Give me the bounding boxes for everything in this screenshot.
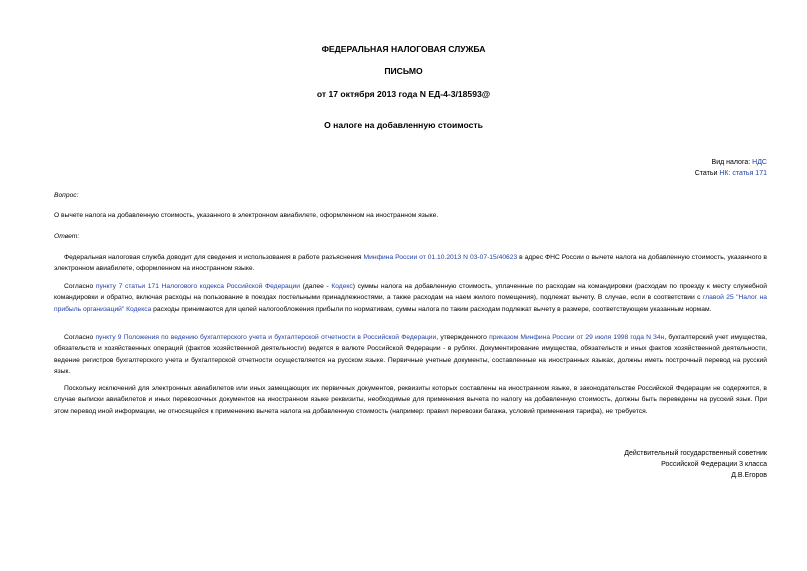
paragraph-text: Согласно (64, 334, 96, 341)
answer-label: Ответ: (54, 233, 80, 240)
paragraph-text: Согласно (64, 283, 96, 290)
code-link[interactable]: Кодекс (331, 283, 353, 290)
question-text: О вычете налога на добавленную стоимость, указанного в электронном авиабилете, оформленном на иностранном языке. (54, 212, 439, 219)
paragraph-text: (далее - (300, 283, 332, 290)
answer-paragraph-1 (54, 252, 767, 275)
answer-paragraph-4: Поскольку исключений для электронных авиабилетов или иных замещающих их первичных документов, реквизиты которых составлены на иностранном языке, в законодательстве Российской Федерации не содержится, в случае выписки авиабилетов и иных перевозочных документов на иностранном языке реквизиты, необходимые для применения вычета по налогу на добавленную стоимость, должны быть переведены на русский язык. При этом перевод иной информации, не относящейся к применению вычета налога на добавленную стоимость (например: правил перевозки багажа, условий применения тарифа), не требуется. (54, 385, 767, 415)
answer-paragraph-2 (54, 281, 767, 315)
agency-title: ФЕДЕРАЛЬНАЯ НАЛОГОВАЯ СЛУЖБА (321, 44, 486, 54)
tax-type-label: Вид налога: (711, 159, 753, 166)
document-type: ПИСЬМО (384, 66, 423, 76)
tax-type-line (712, 158, 767, 168)
question-label: Вопрос: (54, 192, 79, 199)
articles-link[interactable]: НК: статья 171 (719, 170, 767, 177)
document-subject: О налоге на добавленную стоимость (324, 120, 483, 130)
signature-title-line-1: Действительный государственный советник (624, 450, 767, 457)
minfin-order-link[interactable]: приказом Минфина России от 29 июля 1998 года N 34н (489, 334, 665, 341)
answer-paragraph-3 (54, 332, 767, 377)
paragraph-text: расходы принимаются для целей налогообложения прибыли по нормативам, суммы налога по таким расходам подлежат вычету в размере, соответствующем указанным нормам. (151, 305, 712, 313)
tax-type-link[interactable]: НДС (752, 159, 767, 166)
paragraph-text: Федеральная налоговая служба доводит для сведения и использования в работе разъяснения (64, 254, 364, 261)
paragraph-text: в адрес ФНС России о вычете налога на добавленную стоимость, указанного в электронном авиабилете, оформленном на иностранном языке. (54, 254, 767, 273)
tax-code-article-link[interactable]: пункту 7 статьи 171 Налогового кодекса Российской Федерации (95, 283, 301, 290)
document-reference: от 17 октября 2013 года N ЕД-4-3/18593@ (316, 89, 491, 99)
minfin-letter-link[interactable]: Минфина России от 01.10.2013 N 03-07-15/40623 (363, 254, 518, 261)
articles-line (695, 169, 767, 179)
paragraph-text: , бухгалтерский учет имущества, обязательств и хозяйственных операций (фактов хозяйственной деятельности) ведется в валюте Российской Федерации - в рублях. Документирование имущества, обязательств и иных фактов хозяйственной деятельности, ведение регистров бухгалтерского учета и бухгалтерской отчетности осуществляется на русском языке. Первичные учетные документы, составленные на иностранных языках, должны иметь построчный перевод на русский язык. (54, 334, 768, 375)
articles-label: Статьи (694, 170, 720, 177)
signature-name: Д.В.Егоров (731, 472, 767, 479)
accounting-regulation-link[interactable]: пункту 9 Положения по ведению бухгалтерского учета и бухгалтерской отчетности в Российской Федерации (95, 334, 437, 341)
chapter-25-link[interactable]: главой 25 "Налог на прибыль организаций" Кодекса (54, 294, 767, 313)
paragraph-text: , утвержденного (436, 334, 490, 341)
paragraph-text: ) суммы налога на добавленную стоимость, уплаченные по расходам на командировки (расходам по проезду к месту служебной командировки и обратно, включая расходы на пользование в поездах постельными принадлежностями, а также расходам на наем жилого помещения), подлежат вычету. В случае, если в соответствии с (54, 283, 767, 302)
signature-title-line-2: Российской Федерации 3 класса (661, 461, 767, 468)
